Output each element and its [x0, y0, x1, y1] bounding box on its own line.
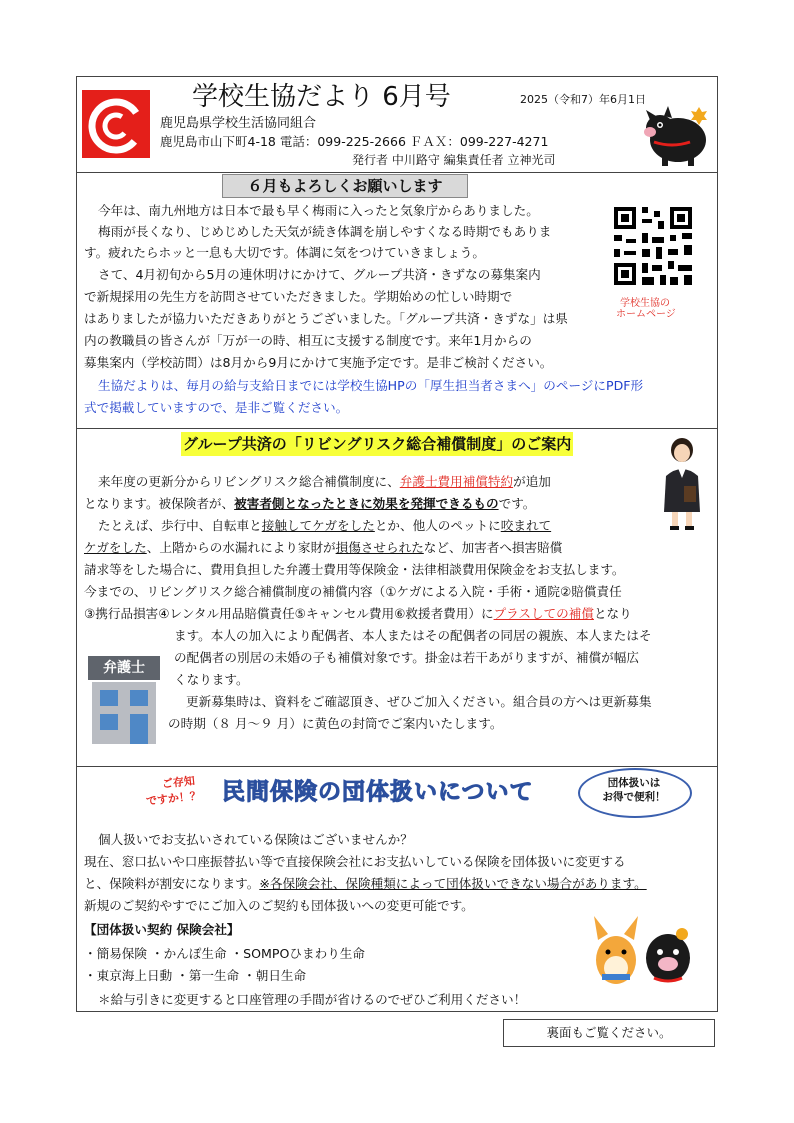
section1-line: す。疲れたらホッと一息も大切です。体調に気をつけていきましょう。	[84, 245, 485, 260]
additional-coverage: プラスしての補償	[493, 606, 594, 621]
section1-notice-line1: 生協だよりは、毎月の給与支給日までには学校生協HPの「厚生担当者さまへ」のページにPDF形	[98, 378, 644, 393]
gozonji-label-line1: ご存知	[161, 774, 196, 791]
section3-line: 個人扱いでお支払いされている保険はございませんか？	[98, 832, 413, 847]
section2-line	[84, 604, 632, 624]
section1-line: はありましたが協力いただきありがとうございました。「グループ共済・きずな」は県	[84, 311, 568, 326]
section3-heading: 民間保険の団体扱いについて	[222, 779, 534, 805]
section2-line	[98, 516, 551, 536]
section2-line: の配偶者の別居の未婚の子も補償対象です。掛金は若干あがりますが、補償が幅広	[174, 650, 639, 665]
section3-line: 新規のご契約やすでにご加入のご契約も団体扱いへの変更可能です。	[84, 898, 474, 913]
emphasis-text: 被害者側となったときに効果を発揮できるもの	[234, 496, 499, 511]
section2-line: 請求等をした場合に、費用負担した弁護士費用等保険金・法律相談費用保険金をお支払します。	[84, 562, 625, 577]
issue-date: 2025（令和7）年6月1日	[520, 93, 646, 106]
section1-line: さて、4月初旬から5月の連休明けにかけて、グループ共済・きずなの募集案内	[98, 267, 541, 282]
underlined-text: 接触してケガをした	[261, 518, 375, 533]
person-icon	[658, 436, 706, 532]
coop-logo	[82, 90, 150, 158]
text-span: となり	[593, 606, 632, 621]
section2-line: ます。本人の加入により配偶者、本人またはその配偶者の同居の親族、本人またはそ	[174, 628, 652, 643]
homepage-qr-code[interactable]	[612, 205, 694, 287]
bubble-line1: 団体扱いは	[607, 777, 661, 789]
divider-section1	[76, 428, 718, 429]
section1-notice-line2: 式で掲載していますので、是非ご覧ください。	[84, 400, 349, 415]
section2-line: 今までの、リビングリスク総合補償制度の補償内容（①ケガによる入院・手術・通院②賠償責任	[84, 584, 622, 599]
bubble-line2: お得で便利！	[602, 791, 666, 803]
divider-section2	[76, 766, 718, 767]
publisher-line: 発行者 中川路守 編集責任者 立神光司	[352, 153, 556, 167]
section2-line: の時期（８ 月～９ 月）に黄色の封筒でご案内いたします。	[168, 716, 503, 731]
underlined-text: 咬まれて	[500, 518, 552, 533]
law-office-sign: 弁護士	[103, 660, 145, 676]
section1-line: で新規採用の先生方を訪問させていただきました。学期始めの忙しい時期で	[84, 289, 513, 304]
section2-line: 更新募集時は、資料をご確認頂き、ぜひご加入ください。組合員の方へは更新募集	[186, 694, 652, 709]
section3-line	[84, 874, 647, 894]
mascot-pig-illustration	[640, 98, 712, 170]
section2-line	[84, 538, 562, 558]
section1-line: 梅雨が長くなり、じめじめした天気が続き体調を崩しやすくなる時期でもありま	[98, 224, 552, 239]
newsletter-title: 学校生協だより 6月号	[192, 82, 451, 112]
text-span: が追加	[513, 474, 551, 489]
text-span: たとえば、歩行中、自転車と	[98, 518, 262, 533]
insurer-list-line: ・簡易保険 ・かんぽ生命 ・SOMPOひまわり生命	[84, 946, 365, 961]
logo-icon	[82, 90, 150, 158]
text-span: など、加害者へ損害賠償	[423, 540, 563, 555]
underlined-text: 損傷させられた	[335, 540, 424, 555]
lawyer-fee-rider: 弁護士費用補償特約	[399, 474, 514, 489]
text-span: です。	[498, 496, 536, 511]
section1-line: 今年は、南九州地方は日本で最も早く梅雨に入ったと気象庁からありました。	[98, 203, 539, 218]
underlined-text: ケガをした	[84, 540, 147, 555]
section2-line	[84, 494, 535, 514]
section3-closing: ＊給与引きに変更すると口座管理の手間が省けるのでぜひご利用ください！	[98, 992, 527, 1007]
text-span: となります。被保険者が、	[84, 496, 235, 511]
section2-line	[98, 472, 551, 492]
businesswoman-illustration	[658, 436, 706, 532]
section3-line: 現在、窓口払いや口座振替払い等で直接保険会社にお支払いしている保険を団体扱いに変更する	[84, 854, 626, 869]
qr-icon	[612, 205, 694, 287]
mascot-icon	[588, 914, 698, 988]
text-span: と、保険料が割安になります。	[84, 876, 260, 891]
section1-line: 募集案内（学校訪問）は8月から9月にかけて実施予定です。是非ご検討ください。	[84, 355, 553, 370]
pig-icon	[640, 98, 712, 170]
org-address: 鹿児島市山下町4-18 電話：099-225-2666 ＦＡＸ：099-227-4271	[160, 134, 549, 149]
section2-heading: グループ共済の「リビングリスク総合補償制度」のご案内	[181, 432, 573, 456]
qr-caption-line2: ホームページ	[616, 309, 676, 320]
underlined-text: ※各保険会社、保険種類によって団体扱いできない場合があります。	[259, 876, 647, 891]
divider-header	[76, 172, 718, 173]
org-name: 鹿児島県学校生活協同組合	[160, 116, 317, 131]
section2-line: くなります。	[174, 672, 249, 687]
text-span: ③携行品損害④レンタル用品賠償責任⑤キャンセル費用⑥救援者費用）に	[84, 606, 494, 621]
text-span: 来年度の更新分からリビングリスク総合補償制度に、	[98, 474, 400, 489]
gozonji-label-line2: ですか！？	[145, 789, 202, 808]
text-span: 、上階からの水漏れにより家財が	[146, 540, 336, 555]
insurers-heading: 【団体扱い契約 保険会社】	[84, 922, 240, 937]
mascot-characters-illustration	[588, 914, 698, 988]
footer-note: 裏面もご覧ください。	[503, 1019, 715, 1047]
section1-line: 内の教職員の皆さんが「万が一の時、相互に支援する制度です。来年1月からの	[84, 333, 532, 348]
qr-caption-line1: 学校生協の	[620, 298, 670, 309]
insurer-list-line: ・東京海上日動 ・第一生命 ・朝日生命	[84, 968, 307, 983]
section1-heading: ６月もよろしくお願いします	[222, 174, 468, 198]
text-span: とか、他人のペットに	[374, 518, 501, 533]
